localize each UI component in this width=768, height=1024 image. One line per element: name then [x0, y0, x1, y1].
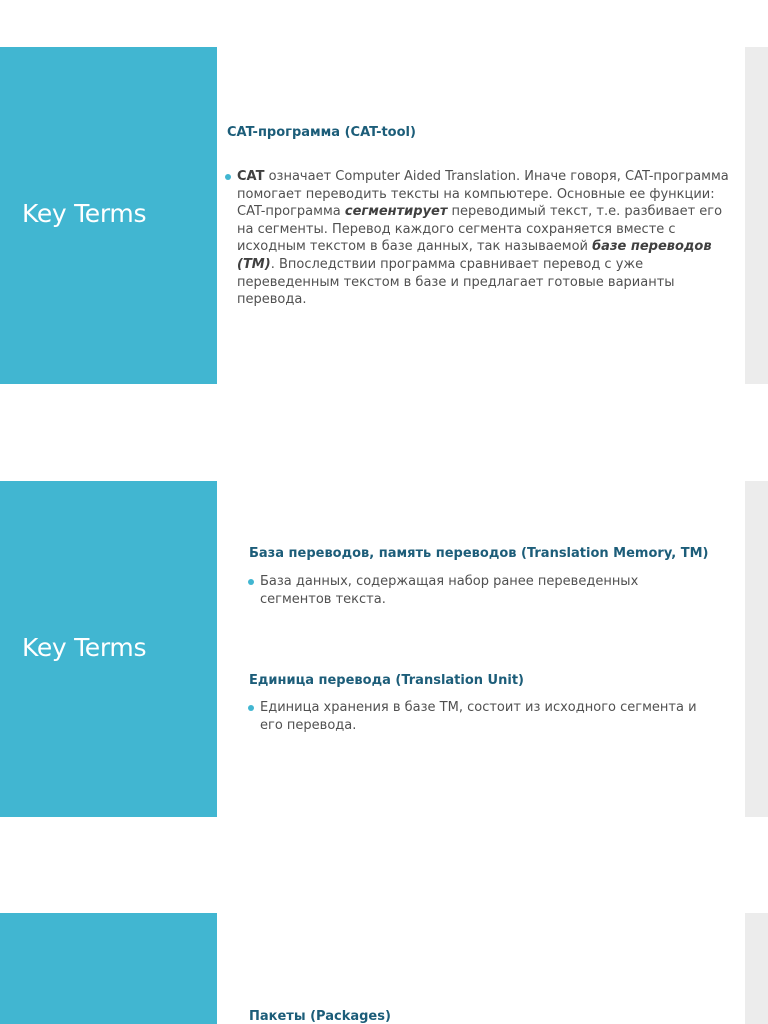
- slide-3-right-strip: [745, 913, 768, 1024]
- bullet-text-2: переводимый текст, т.е. разбивает его на сегменты. Перевод каждого сегмента сохраняется вместе с исходным текстом в базе данных, так называемой: [237, 204, 723, 255]
- slide-1-right-strip: [745, 47, 768, 384]
- term-bullet-translation-memory: [260, 573, 680, 608]
- bullet-dot-icon: [248, 579, 254, 585]
- term-heading-translation-unit: Единица перевода (Translation Unit): [249, 673, 524, 688]
- bullet-dot-icon: [248, 705, 254, 711]
- term-heading-translation-memory: База переводов, память переводов (Translation Memory, TM): [249, 546, 709, 561]
- slide-1: [0, 47, 768, 384]
- bullet-text-3: . Впоследствии программа сравнивает перевод с уже переведенным текстом в базе и предлагает готовые варианты перевода.: [237, 256, 675, 308]
- bullet-emphasis-2: базе переводов (ТМ): [237, 239, 712, 272]
- bullet-text: Единица хранения в базе ТМ, состоит из исходного сегмента и его перевода.: [260, 700, 697, 733]
- bullet-text-1: означает Computer Aided Translation. Иначе говоря, CAT-программа помогает переводить тексты на компьютере. Основные ее функции: CAT-программа: [237, 169, 729, 220]
- slide-1-title-panel: [0, 47, 217, 384]
- slide-2-right-strip: [745, 481, 768, 817]
- term-heading-cat-tool: CAT-программа (CAT-tool): [227, 125, 416, 140]
- bullet-text: База данных, содержащая набор ранее переведенных сегментов текста.: [260, 574, 639, 607]
- bullet-dot-icon: [225, 174, 231, 180]
- bullet-emphasis-1: сегментирует: [344, 204, 448, 220]
- slide-3: [0, 913, 768, 1024]
- bullet-lead: CAT: [237, 169, 265, 184]
- slide-1-title: Key Terms: [22, 199, 147, 228]
- term-bullet-cat-tool: [237, 168, 729, 309]
- slide-2-title: Key Terms: [22, 633, 147, 662]
- term-bullet-translation-unit: [260, 699, 710, 734]
- slide-2-title-panel: [0, 481, 217, 817]
- term-heading-packages: Пакеты (Packages): [249, 1009, 391, 1024]
- slide-2: [0, 481, 768, 817]
- slide-3-title-panel: [0, 913, 217, 1024]
